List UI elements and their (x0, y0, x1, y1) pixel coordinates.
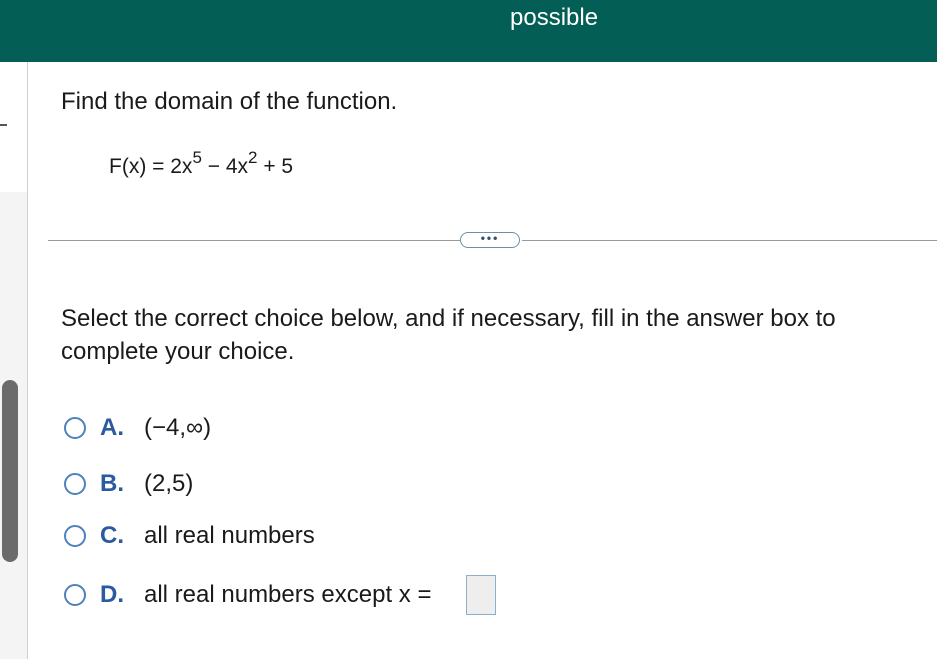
formula-lhs: F(x) = 2x (109, 155, 193, 178)
choice-b-letter: B. (100, 470, 124, 497)
choice-c-letter: C. (100, 522, 124, 549)
formula-middle: − 4x (201, 155, 249, 178)
choice-c-text: all real numbers (144, 522, 315, 549)
function-formula (109, 150, 293, 179)
left-gutter-border (27, 62, 28, 659)
choice-d-letter: D. (100, 581, 124, 608)
header-bar (0, 0, 937, 62)
left-gutter-top (0, 62, 27, 192)
instructions-text: Select the correct choice below, and if necessary, fill in the answer box to complete your choice. (61, 305, 836, 365)
question-prompt: Find the domain of the function. (61, 88, 398, 115)
answer-input-box[interactable] (466, 575, 496, 615)
choice-a-text: (−4,∞) (144, 414, 212, 441)
scrollbar-thumb[interactable] (2, 380, 18, 562)
section-divider-left (48, 240, 460, 241)
choice-b[interactable] (64, 469, 193, 499)
choice-d[interactable] (64, 580, 431, 610)
choice-c[interactable] (64, 521, 315, 551)
choice-d-text: all real numbers except x = (144, 581, 432, 608)
choice-a[interactable] (64, 413, 211, 443)
radio-button-c[interactable] (64, 525, 86, 547)
radio-button-b[interactable] (64, 473, 86, 495)
more-options-button[interactable]: ••• (460, 232, 520, 248)
formula-exponent-2: 2 (248, 148, 258, 167)
choice-b-text: (2,5) (144, 470, 194, 497)
header-title: possible (510, 4, 599, 31)
radio-button-d[interactable] (64, 584, 86, 606)
radio-button-a[interactable] (64, 417, 86, 439)
section-divider-right (522, 240, 937, 241)
choice-a-letter: A. (100, 414, 124, 441)
formula-rhs: + 5 (257, 155, 294, 178)
formula-exponent-1: 5 (192, 148, 202, 167)
gutter-tick-mark (0, 124, 7, 126)
